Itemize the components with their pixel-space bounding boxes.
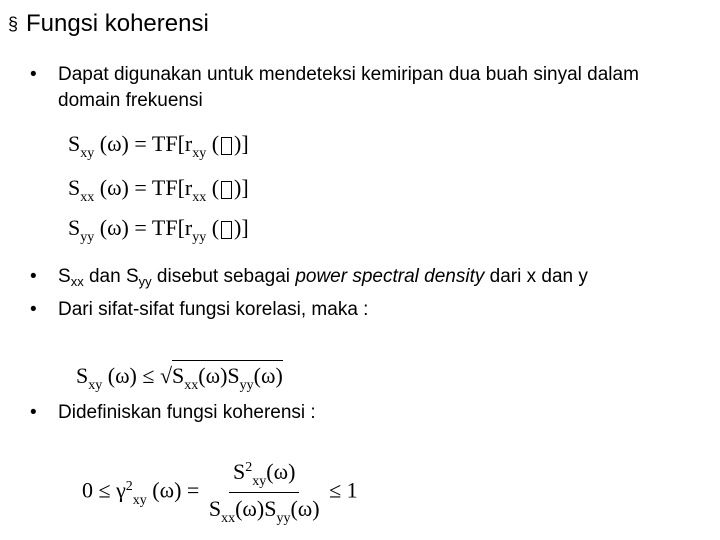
equation-sxy: $S_{xy}$ $(\omega) = TF[r_{xy}$ ( )]	[68, 131, 249, 161]
bullet-dot-icon: •	[30, 64, 37, 85]
radicand: $S_{xx}(\omega)S_{yy}(\omega)$	[172, 360, 283, 388]
fraction-denominator: $S_{xx}(\omega)S_{yy}(\omega)$	[208, 496, 320, 526]
missing-glyph-icon	[221, 137, 232, 155]
slide-title	[8, 10, 209, 38]
bullet-item	[30, 400, 698, 426]
bullet-text: Dari sifat-sifat fungsi korelasi, maka :	[58, 299, 369, 320]
missing-glyph-icon	[221, 221, 232, 239]
bullet-text: $S_{xx}$ dan $S_{yy}$ disebut sebagai power spectral density dari x dan y	[58, 266, 588, 289]
fraction-numerator: $S^2_{xy}(\omega)$	[229, 458, 299, 493]
missing-glyph-icon	[221, 181, 232, 199]
equation-sxx: $S_{xx}$ $(\omega) = TF[r_{xx}$ ( )]	[68, 175, 249, 205]
equation-inequality: $S_{xy}$ $(\omega) \le √S_{xx}(\omega)S_{yy}(\omega)$	[76, 362, 283, 394]
equation-coherence: $0 \le \gamma^2_{xy}$ (ω) = $\frac{S^2_{xy}(\omega)}{S_{xx}(\omega)S_{yy}(\omega)}$ ≤ 1	[82, 459, 358, 526]
square-root-icon: √	[159, 363, 173, 388]
bullet-item-spectral-density	[30, 264, 698, 291]
bullet-dot-icon: •	[30, 266, 37, 287]
bullet-item	[30, 62, 698, 114]
bullet-dot-icon: •	[30, 402, 37, 423]
equation-syy: $S_{yy}$ $(\omega) = TF[r_{yy}$ ( )]	[68, 215, 249, 245]
bullet-text: Dapat digunakan untuk mendeteksi kemiripan dua buah sinyal dalam domain frekuensi	[58, 64, 639, 111]
bullet-text: Didefiniskan fungsi koherensi :	[58, 402, 316, 423]
bullet-item	[30, 297, 698, 323]
slide-title-text: Fungsi koherensi	[26, 10, 209, 37]
section-marker-icon: §	[8, 14, 19, 34]
bullet-dot-icon: •	[30, 299, 37, 320]
coherence-fraction	[205, 458, 324, 527]
